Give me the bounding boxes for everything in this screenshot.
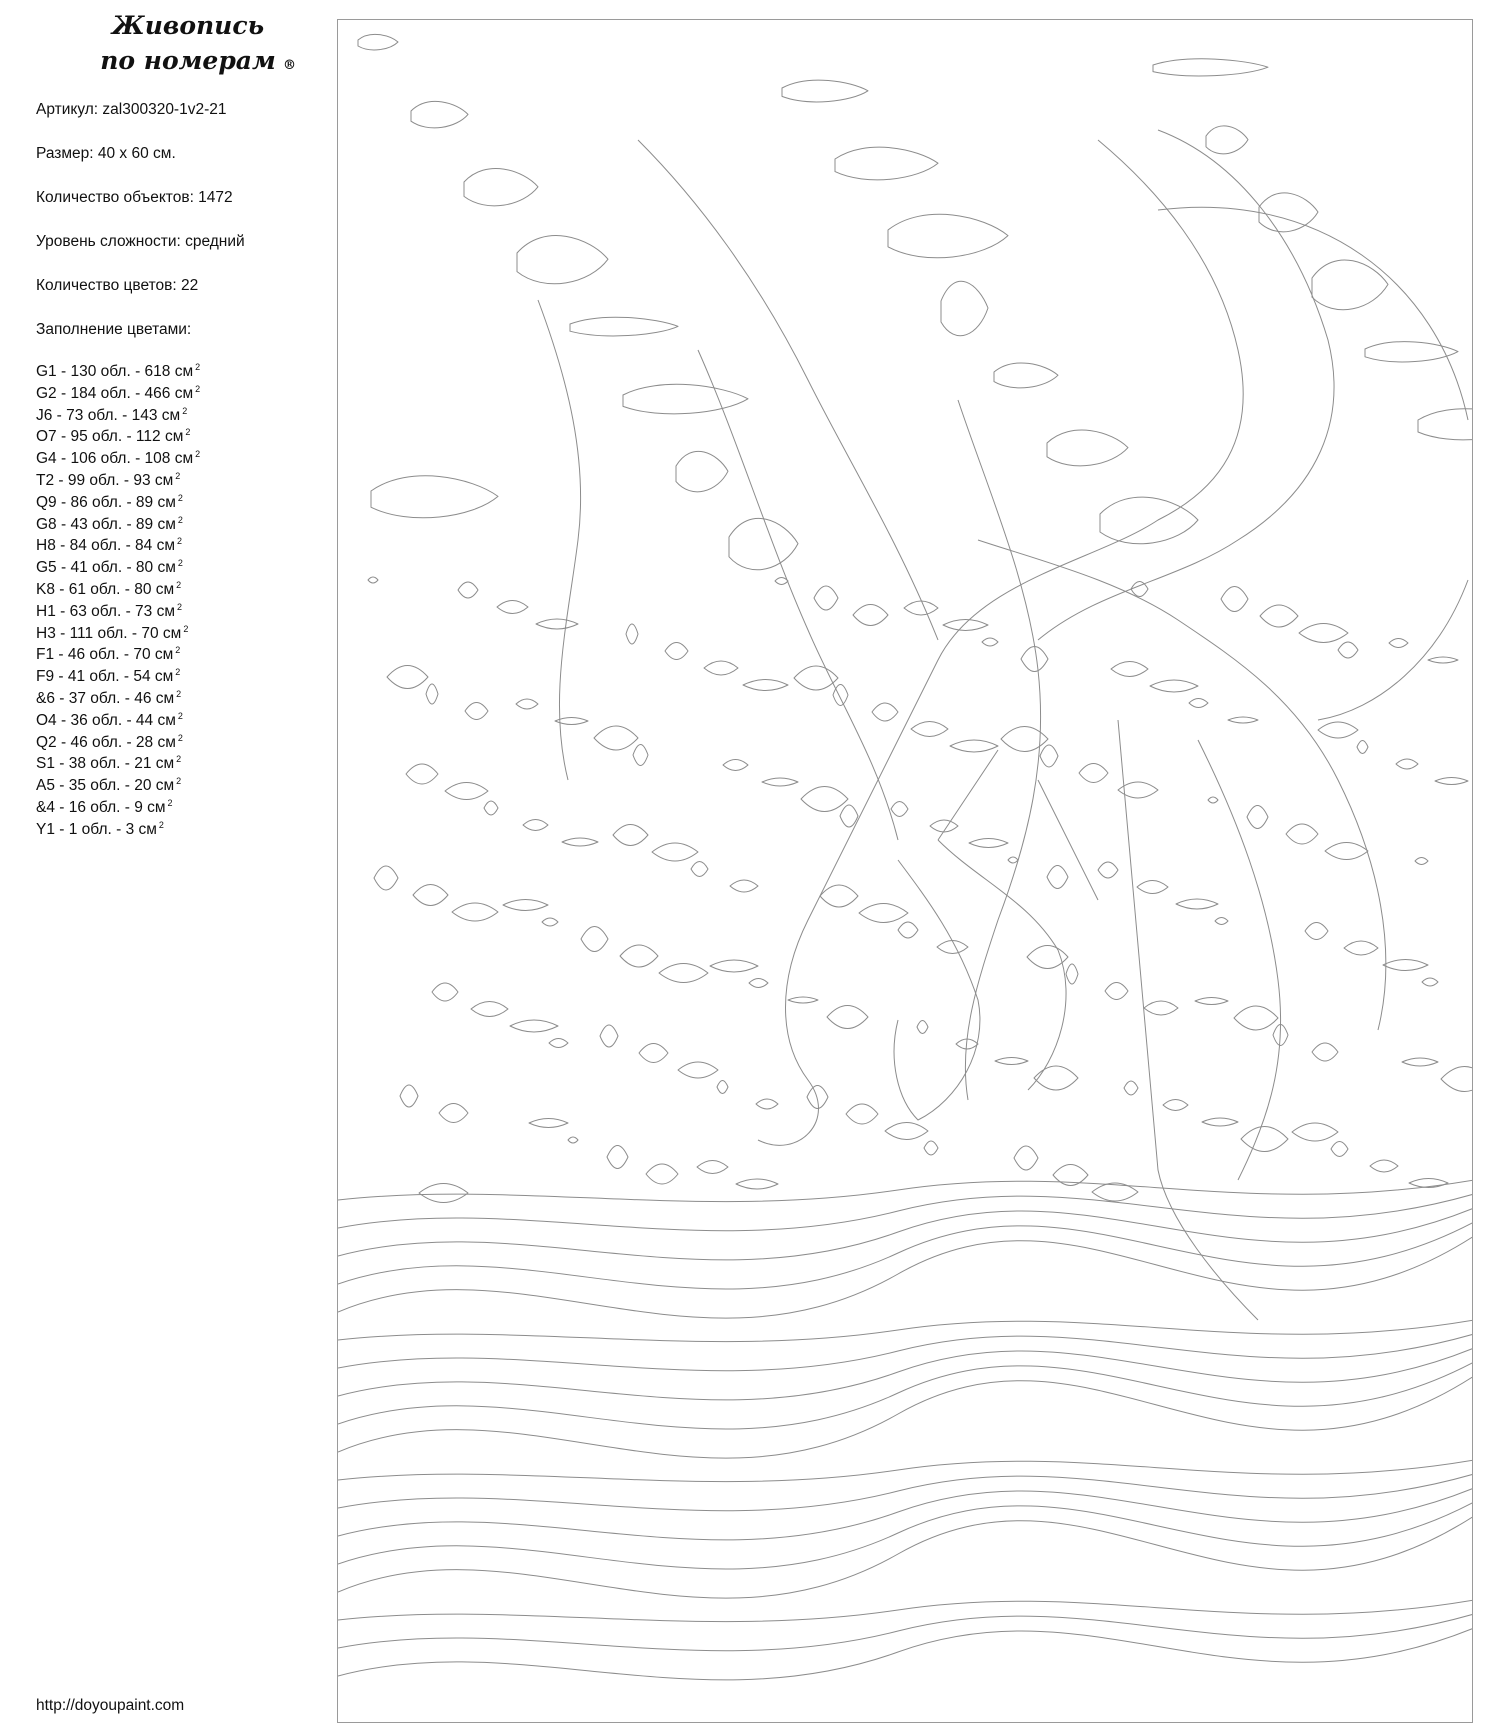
difficulty-level: Уровень сложности: средний	[36, 233, 245, 250]
paint-region	[1247, 806, 1268, 829]
dragon-neck-outline	[978, 540, 1386, 1030]
cloud-region	[1047, 430, 1128, 466]
dragon-horns-outline	[938, 750, 1098, 900]
legend-row-text: H1 - 63 обл. - 73 см	[36, 602, 176, 620]
legend-row-text: H3 - 111 обл. - 70 см	[36, 624, 182, 642]
paint-region	[1299, 624, 1348, 643]
paint-region	[775, 578, 788, 585]
ground-contour	[338, 1376, 1473, 1458]
paint-region	[1428, 657, 1458, 663]
legend-row-unit-exponent: 2	[183, 623, 189, 634]
legend-row	[36, 444, 200, 466]
paint-region	[859, 904, 908, 923]
paint-region	[458, 582, 478, 598]
moon-outline	[1318, 580, 1468, 720]
cloud-region	[1100, 497, 1198, 544]
legend-row	[36, 357, 200, 379]
legend-row	[36, 531, 200, 553]
paint-region	[1312, 1043, 1338, 1061]
legend-row-text: Y1 - 1 обл. - 3 см	[36, 820, 157, 838]
paint-region	[743, 680, 788, 691]
legend-row	[36, 771, 200, 793]
paint-region	[846, 1104, 878, 1124]
paint-region	[1422, 978, 1438, 986]
ground-contour	[338, 1222, 1473, 1289]
paint-region	[762, 778, 798, 786]
legend-row-text: F1 - 46 обл. - 70 см	[36, 646, 174, 664]
paint-region	[568, 1137, 578, 1143]
paint-region	[471, 1002, 508, 1017]
legend-row-text: K8 - 61 обл. - 80 см	[36, 580, 175, 598]
cloud-region	[1418, 409, 1473, 440]
paint-region	[1124, 1081, 1138, 1095]
ground-contour	[338, 1180, 1473, 1202]
legend-row	[36, 684, 200, 706]
paint-region	[400, 1085, 418, 1107]
cloud-region	[1259, 193, 1318, 232]
paint-region	[995, 1058, 1028, 1065]
legend-row-text: G4 - 106 обл. - 108 см	[36, 450, 194, 468]
paint-region	[413, 885, 448, 906]
paint-region	[1144, 1001, 1178, 1015]
paint-region	[646, 1164, 678, 1184]
paint-region	[1318, 722, 1358, 738]
paint-region	[1338, 642, 1358, 658]
paint-region	[1357, 741, 1368, 754]
paint-region	[1202, 1118, 1238, 1126]
brand-title-line-2: по номерам	[100, 46, 276, 75]
legend-row-unit-exponent: 2	[177, 536, 183, 547]
canvas-size: Размер: 40 х 60 см.	[36, 145, 176, 162]
paint-region	[1034, 1066, 1078, 1090]
paint-region	[872, 703, 898, 721]
product-info	[36, 95, 245, 359]
legend-row-unit-exponent: 2	[175, 667, 181, 678]
paint-region	[406, 764, 438, 784]
dragon-body-outline	[1038, 130, 1334, 640]
cloud-region	[888, 214, 1008, 258]
cloud-region	[517, 236, 608, 284]
legend-row	[36, 401, 200, 423]
paint-region	[1150, 680, 1198, 692]
paint-region	[542, 918, 558, 926]
paint-region	[484, 801, 498, 815]
paint-region	[801, 787, 848, 812]
paint-region	[704, 661, 738, 675]
legend-row-text: J6 - 73 обл. - 143 см	[36, 406, 181, 424]
legend-row-text: Q2 - 46 обл. - 28 см	[36, 733, 176, 751]
legend-row-unit-exponent: 2	[177, 601, 183, 612]
paint-region	[1137, 881, 1168, 894]
dragon-head-outline	[894, 860, 980, 1120]
legend-row-unit-exponent: 2	[158, 819, 164, 830]
legend-row	[36, 597, 200, 619]
legend-row-unit-exponent: 2	[177, 558, 183, 569]
legend-row-unit-exponent: 2	[176, 579, 182, 590]
paint-region	[1389, 639, 1408, 648]
paint-region	[1176, 899, 1218, 909]
ground-contour	[338, 1502, 1473, 1569]
legend-row	[36, 466, 200, 488]
ground-contour	[338, 1488, 1473, 1540]
paint-region	[891, 802, 908, 817]
paint-region	[536, 619, 578, 629]
paint-region	[581, 927, 608, 952]
paint-region	[419, 1184, 468, 1203]
ground-contour	[338, 1194, 1473, 1231]
paint-region	[659, 964, 708, 983]
paint-region	[697, 1161, 728, 1174]
paint-region	[1040, 745, 1058, 767]
legend-row-unit-exponent: 2	[177, 514, 183, 525]
paint-region	[1286, 824, 1318, 844]
paint-region	[827, 1006, 868, 1029]
paint-region	[840, 805, 858, 827]
legend-row-unit-exponent: 2	[195, 362, 201, 372]
paint-region	[969, 839, 1008, 848]
paint-region	[529, 1119, 568, 1128]
ground-contour	[338, 1334, 1473, 1371]
ground-contour	[338, 1236, 1473, 1318]
ground-contour	[338, 1348, 1473, 1400]
paint-region	[1370, 1160, 1398, 1172]
coloring-canvas	[337, 19, 1473, 1723]
legend-row-unit-exponent: 2	[176, 776, 182, 787]
paint-region	[465, 703, 488, 720]
legend-row	[36, 488, 200, 510]
ground-contour	[338, 1516, 1473, 1598]
dragon-body-outline	[758, 140, 1243, 1145]
cloud-region	[623, 384, 748, 414]
paint-region	[1066, 964, 1078, 984]
dragon-wing-outline	[698, 350, 898, 840]
paint-region	[497, 601, 528, 614]
paint-region	[1001, 727, 1048, 752]
cloud-region	[1312, 260, 1388, 310]
paint-region	[1163, 1100, 1188, 1111]
paint-region	[445, 783, 488, 800]
paint-region	[652, 843, 698, 861]
paint-region	[730, 880, 758, 892]
ground-contour	[338, 1474, 1473, 1511]
paint-region	[1325, 843, 1368, 860]
paint-region	[1189, 699, 1208, 708]
paint-region	[607, 1146, 628, 1169]
paint-region	[1014, 1146, 1038, 1170]
paint-region	[665, 643, 688, 660]
ground-contour	[338, 1320, 1473, 1342]
ground-contour	[338, 1460, 1473, 1482]
paint-region	[1305, 923, 1328, 940]
paint-region	[691, 862, 708, 877]
paint-region	[756, 1099, 778, 1109]
cloud-region	[1206, 126, 1248, 154]
legend-row-unit-exponent: 2	[176, 688, 182, 699]
ground-contour	[338, 1614, 1473, 1651]
legend-row-text: G5 - 41 обл. - 80 см	[36, 559, 176, 577]
legend-row	[36, 510, 200, 532]
cloud-region	[941, 281, 988, 335]
paint-region	[678, 1062, 718, 1078]
paint-region	[639, 1044, 668, 1063]
paint-region	[600, 1025, 618, 1047]
paint-region	[1331, 1142, 1348, 1157]
paint-region	[794, 666, 838, 690]
legend-row	[36, 749, 200, 771]
paint-region	[807, 1086, 828, 1109]
paint-region	[562, 838, 598, 846]
cloud-region	[994, 363, 1058, 388]
paint-region	[1228, 717, 1258, 723]
dragon-wing-outline	[638, 140, 938, 640]
paint-region	[820, 885, 858, 907]
paint-region	[1195, 998, 1228, 1005]
legend-row	[36, 640, 200, 662]
legend-row-unit-exponent: 2	[175, 645, 181, 656]
paint-region	[613, 825, 648, 846]
paint-region	[1098, 862, 1118, 878]
paint-region	[1383, 960, 1428, 971]
legend-row-text: G1 - 130 обл. - 618 см	[36, 363, 194, 380]
legend-row-text: G8 - 43 обл. - 89 см	[36, 515, 176, 533]
paint-region	[1079, 764, 1108, 783]
paint-region	[1208, 797, 1218, 803]
legend-row-text: S1 - 38 обл. - 21 см	[36, 755, 175, 773]
paint-region	[1441, 1067, 1473, 1092]
paint-region	[937, 941, 968, 954]
brand-title-line-1: Живопись	[111, 11, 265, 40]
legend-row-text: O4 - 36 обл. - 44 см	[36, 711, 176, 729]
paint-region	[982, 638, 998, 646]
legend-row-text: O7 - 95 обл. - 112 см	[36, 428, 184, 446]
paint-region	[1435, 778, 1468, 785]
paint-region	[439, 1104, 468, 1123]
paint-region	[1008, 857, 1018, 863]
legend-row-unit-exponent: 2	[185, 427, 191, 438]
legend-row-unit-exponent: 2	[167, 797, 173, 808]
paint-region	[788, 997, 818, 1003]
paint-region	[736, 1179, 778, 1189]
paint-region	[943, 620, 988, 631]
dragon-outline-artwork	[338, 20, 1473, 1723]
cloud-region	[464, 168, 538, 205]
cloud-region	[676, 451, 728, 491]
ground-contour	[338, 1362, 1473, 1429]
color-legend	[36, 357, 200, 837]
dragon-leg-outline	[1118, 720, 1258, 1320]
paint-region	[452, 903, 498, 921]
paint-region	[523, 820, 548, 831]
paint-region	[620, 945, 658, 967]
paint-region	[710, 960, 758, 972]
paint-region	[432, 983, 458, 1001]
paint-region	[374, 866, 398, 890]
ground-contour	[338, 1628, 1473, 1680]
legend-row	[36, 553, 200, 575]
legend-row-unit-exponent: 2	[177, 732, 183, 743]
legend-row-text: &6 - 37 обл. - 46 см	[36, 689, 175, 707]
paint-region	[633, 745, 648, 766]
website-link[interactable]: http://doyoupaint.com	[36, 1697, 185, 1714]
paint-region	[503, 900, 548, 911]
legend-row	[36, 379, 200, 401]
paint-region	[1221, 587, 1248, 612]
paint-region	[904, 601, 938, 615]
legend-row-text: F9 - 41 обл. - 54 см	[36, 668, 174, 686]
legend-row	[36, 422, 200, 444]
legend-row	[36, 575, 200, 597]
legend-row-unit-exponent: 2	[195, 383, 201, 394]
moon-outline	[1158, 207, 1468, 420]
legend-row-unit-exponent: 2	[176, 754, 182, 765]
paint-region	[1234, 1006, 1278, 1030]
color-count: Количество цветов: 22	[36, 277, 199, 294]
paint-region	[853, 605, 888, 626]
legend-row-unit-exponent: 2	[177, 492, 183, 503]
paint-region	[1260, 605, 1298, 627]
paint-region	[911, 722, 948, 737]
cloud-region	[782, 80, 868, 102]
paint-region	[1396, 759, 1418, 769]
paint-region	[516, 699, 538, 709]
brand-logo	[78, 8, 298, 78]
dragon-wing-outline	[958, 400, 1041, 1100]
legend-row	[36, 793, 200, 815]
legend-row	[36, 619, 200, 641]
legend-row	[36, 728, 200, 750]
paint-region	[1402, 1058, 1438, 1066]
legend-row-text: Q9 - 86 обл. - 89 см	[36, 493, 176, 511]
paint-region	[1344, 941, 1378, 955]
paint-region	[426, 684, 438, 704]
paint-region	[814, 586, 838, 610]
cloud-region	[371, 476, 498, 518]
cloud-region	[835, 147, 938, 180]
paint-region	[1047, 866, 1068, 889]
ground-contour	[338, 1208, 1473, 1260]
paint-region	[549, 1039, 568, 1048]
legend-row-unit-exponent: 2	[182, 405, 188, 416]
cloud-region	[411, 101, 468, 127]
paint-region	[1215, 918, 1228, 925]
paint-region	[885, 1123, 928, 1140]
paint-region	[924, 1141, 938, 1155]
paint-region	[1111, 662, 1148, 677]
legend-row-text: T2 - 99 обл. - 93 см	[36, 471, 174, 489]
legend-row-unit-exponent: 2	[195, 449, 201, 460]
paint-region	[749, 979, 768, 988]
dragon-wing-outline	[538, 300, 581, 780]
cloud-region	[358, 34, 398, 50]
paint-region	[717, 1081, 728, 1094]
paint-region	[510, 1020, 558, 1032]
legend-row-unit-exponent: 2	[177, 710, 183, 721]
paint-region	[917, 1021, 928, 1034]
legend-row-text: H8 - 84 обл. - 84 см	[36, 537, 176, 555]
dragon-leg-outline	[1198, 740, 1281, 1180]
paint-region	[1292, 1123, 1338, 1141]
paint-region	[626, 624, 638, 644]
paint-region	[950, 740, 998, 752]
legend-row	[36, 706, 200, 728]
paint-region	[387, 666, 428, 689]
registered-mark: ®	[283, 58, 296, 73]
paint-region	[1415, 858, 1428, 865]
fill-title: Заполнение цветами:	[36, 321, 192, 338]
legend-row	[36, 662, 200, 684]
legend-row-text: A5 - 35 обл. - 20 см	[36, 777, 175, 795]
paint-region	[368, 577, 378, 583]
legend-row-text: G2 - 184 обл. - 466 см	[36, 384, 194, 402]
paint-region	[723, 760, 748, 771]
paint-region	[1021, 647, 1048, 672]
legend-row	[36, 815, 200, 837]
article-number: Артикул: zal300320-1v2-21	[36, 101, 227, 118]
paint-region	[1027, 946, 1068, 969]
cloud-region	[729, 518, 798, 569]
paint-region	[1105, 983, 1128, 1000]
legend-row-text: &4 - 16 обл. - 9 см	[36, 798, 166, 816]
cloud-region	[570, 317, 678, 336]
paint-region	[898, 922, 918, 938]
ground-contour	[338, 1600, 1473, 1622]
paint-region	[594, 726, 638, 750]
legend-row-unit-exponent: 2	[175, 470, 181, 481]
cloud-region	[1153, 59, 1268, 76]
paint-region	[1241, 1127, 1288, 1152]
object-count: Количество объектов: 1472	[36, 189, 233, 206]
